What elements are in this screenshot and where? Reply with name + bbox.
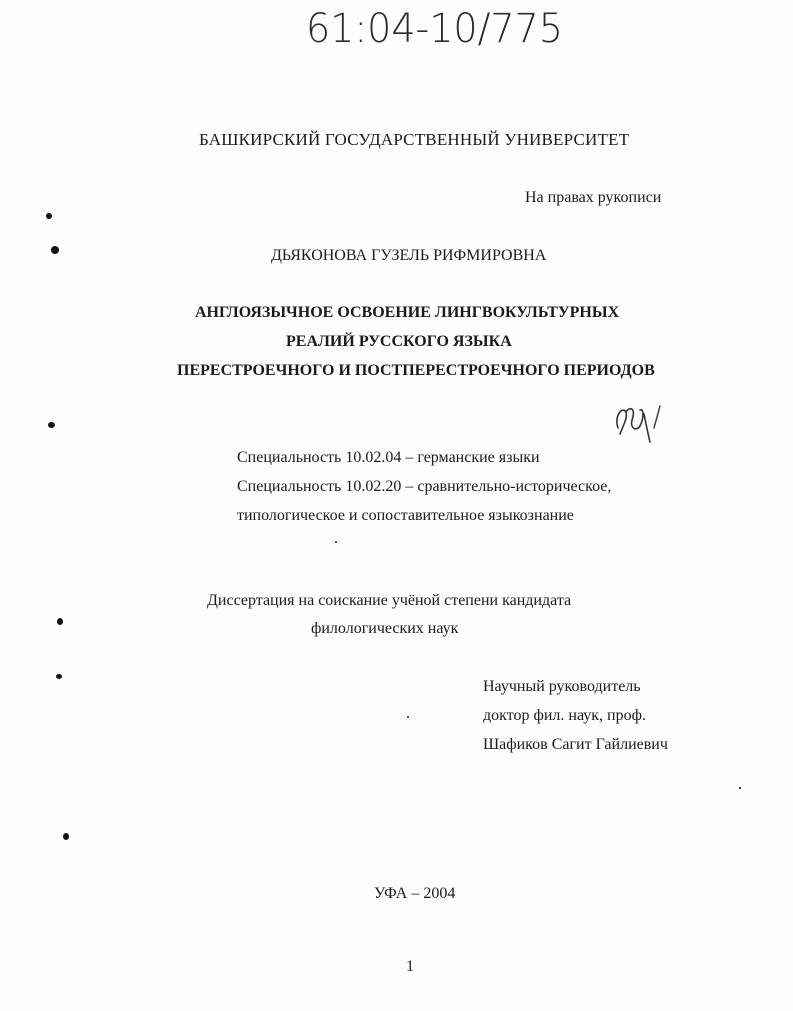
dissertation-degree-line-1: Диссертация на соискание учёной степени кандидата	[207, 592, 572, 609]
university-name: БАШКИРСКИЙ ГОСУДАРСТВЕННЫЙ УНИВЕРСИТЕТ	[199, 130, 630, 149]
scan-speck	[48, 422, 55, 428]
scan-speck	[56, 674, 62, 679]
specialty-line-3: типологическое и сопоставительное языкознание	[237, 507, 574, 524]
dissertation-title-line-1: АНГЛОЯЗЫЧНОЕ ОСВОЕНИЕ ЛИНГВОКУЛЬТУРНЫХ	[195, 304, 620, 321]
supervisor-line-2: доктор фил. наук, проф.	[483, 707, 646, 724]
handwritten-signature	[610, 398, 670, 448]
scan-speck	[63, 833, 69, 840]
dissertation-title-line-3: ПЕРЕСТРОЕЧНОГО И ПОСТПЕРЕСТРОЕЧНОГО ПЕРИОДОВ	[177, 362, 655, 379]
scan-speck	[57, 618, 63, 625]
manuscript-rights-note: На правах рукописи	[525, 189, 662, 206]
scan-speck	[46, 213, 52, 219]
dissertation-degree-line-2: филологических наук	[311, 620, 459, 637]
specialty-line-1: Специальность 10.02.04 – германские языки	[237, 449, 540, 466]
specialty-line-2: Специальность 10.02.20 – сравнительно-историческое,	[237, 478, 612, 495]
scan-speck	[739, 787, 741, 789]
scan-speck	[51, 246, 59, 254]
archive-number-handwritten: 61:04-10/775	[306, 6, 563, 52]
place-year: УФА – 2004	[374, 885, 456, 902]
scan-speck	[407, 716, 409, 718]
author-name: ДЬЯКОНОВА ГУЗЕЛЬ РИФМИРОВНА	[271, 247, 547, 264]
dissertation-title-line-2: РЕАЛИЙ РУССКОГО ЯЗЫКА	[286, 333, 512, 350]
supervisor-line-3: Шафиков Сагит Гайлиевич	[483, 736, 668, 753]
page-number: 1	[406, 958, 414, 975]
supervisor-line-1: Научный руководитель	[483, 678, 641, 695]
scan-speck	[335, 541, 337, 543]
